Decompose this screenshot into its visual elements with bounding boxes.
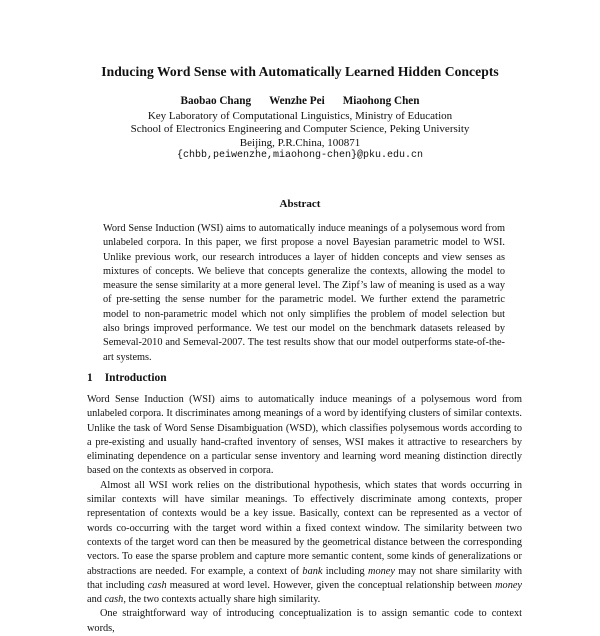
author-list xyxy=(0,95,600,107)
section-title: Introduction xyxy=(104,372,167,384)
section-heading xyxy=(87,372,167,384)
body-text: Almost all WSI work relies on the distributional hypothesis, which states that words occurring in similar contexts will have similar meanings. To effectively discriminate among contexts, proper representation of contexts would be a key issue. Basically, context can be represented as a vector of words co-occurring with the target word within a fixed context window. The similarity between two contexts of the target word can then be measured by the geometrical distance between the corresponding vectors. To ease the sparse problem and capture more semantic content, some kinds of generalizations or abstractions are needed. For example, a context of xyxy=(87,479,522,577)
body-paragraph: Word Sense Induction (WSI) aims to automatically induce meanings of a polysemous word from unlabeled corpora. It discriminates among meanings of a word by identifying clusters of similar contexts. Unlike the task of Word Sense Disambiguation (WSD), which classifies polysemous words according to a pre-existing and usually hand-crafted inventory of senses, WSI makes it attractive to researchers by eliminating dependence on a particular sense inventory and learning word meaning distinction directly based on the contexts as observed in corpora. xyxy=(87,394,522,477)
emphasis-word: bank xyxy=(302,565,323,577)
author-email: {chbb,peiwenzhe,miaohong-chen}@pku.edu.cn xyxy=(176,150,424,161)
affiliation-line: School of Electronics Engineering and Computer Science, Peking University xyxy=(130,123,470,135)
body-paragraph xyxy=(87,479,522,608)
body-paragraph: One straightforward way of introducing conceptualization is to assign semantic code to context words, xyxy=(87,608,522,634)
body-text: may not share similarity with that including xyxy=(87,565,522,591)
abstract-heading: Abstract xyxy=(279,198,321,210)
body-text: and xyxy=(87,594,102,606)
body-text: including xyxy=(325,565,365,577)
section-number: 1 xyxy=(87,372,93,384)
emphasis-word: cash xyxy=(104,594,124,606)
affiliation-line: Beijing, P.R.China, 100871 xyxy=(239,137,361,149)
emphasis-word: money xyxy=(368,565,395,577)
emphasis-word: money xyxy=(495,579,522,591)
affiliation-line: Key Laboratory of Computational Linguistics, Ministry of Education xyxy=(147,110,453,122)
body-text: , the two contexts actually share high similarity. xyxy=(123,594,321,606)
body-text: measured at word level. However, given the conceptual relationship between xyxy=(169,579,492,591)
emphasis-word: cash xyxy=(147,579,167,591)
abstract-text: Word Sense Induction (WSI) aims to automatically induce meanings of a polysemous word from unlabeled corpora. In this paper, we first propose a novel Bayesian parametric model to WSI. Unlike previous work, our research introduces a layer of hidden concepts and view senses as mixtures of concepts. We believe that concepts generalize the contexts, allowing the model to measure the sense similarity at a more general level. The Zipf’s law of meaning is used as a way of pre-setting the sense number for the parametric model. We further extend the parametric model to non-parametric model which not only simplifies the problem of model selection but also brings improved performance. We test our model on the benchmark datasets released by Semeval-2010 and Semeval-2007. The test results show that our model outperforms state-of-the-art systems. xyxy=(103,223,505,363)
author-name: Baobao Chang xyxy=(180,95,252,107)
author-name: Wenzhe Pei xyxy=(269,95,325,107)
paper-title: Inducing Word Sense with Automatically Learned Hidden Concepts xyxy=(101,64,499,79)
author-name: Miaohong Chen xyxy=(342,95,420,107)
